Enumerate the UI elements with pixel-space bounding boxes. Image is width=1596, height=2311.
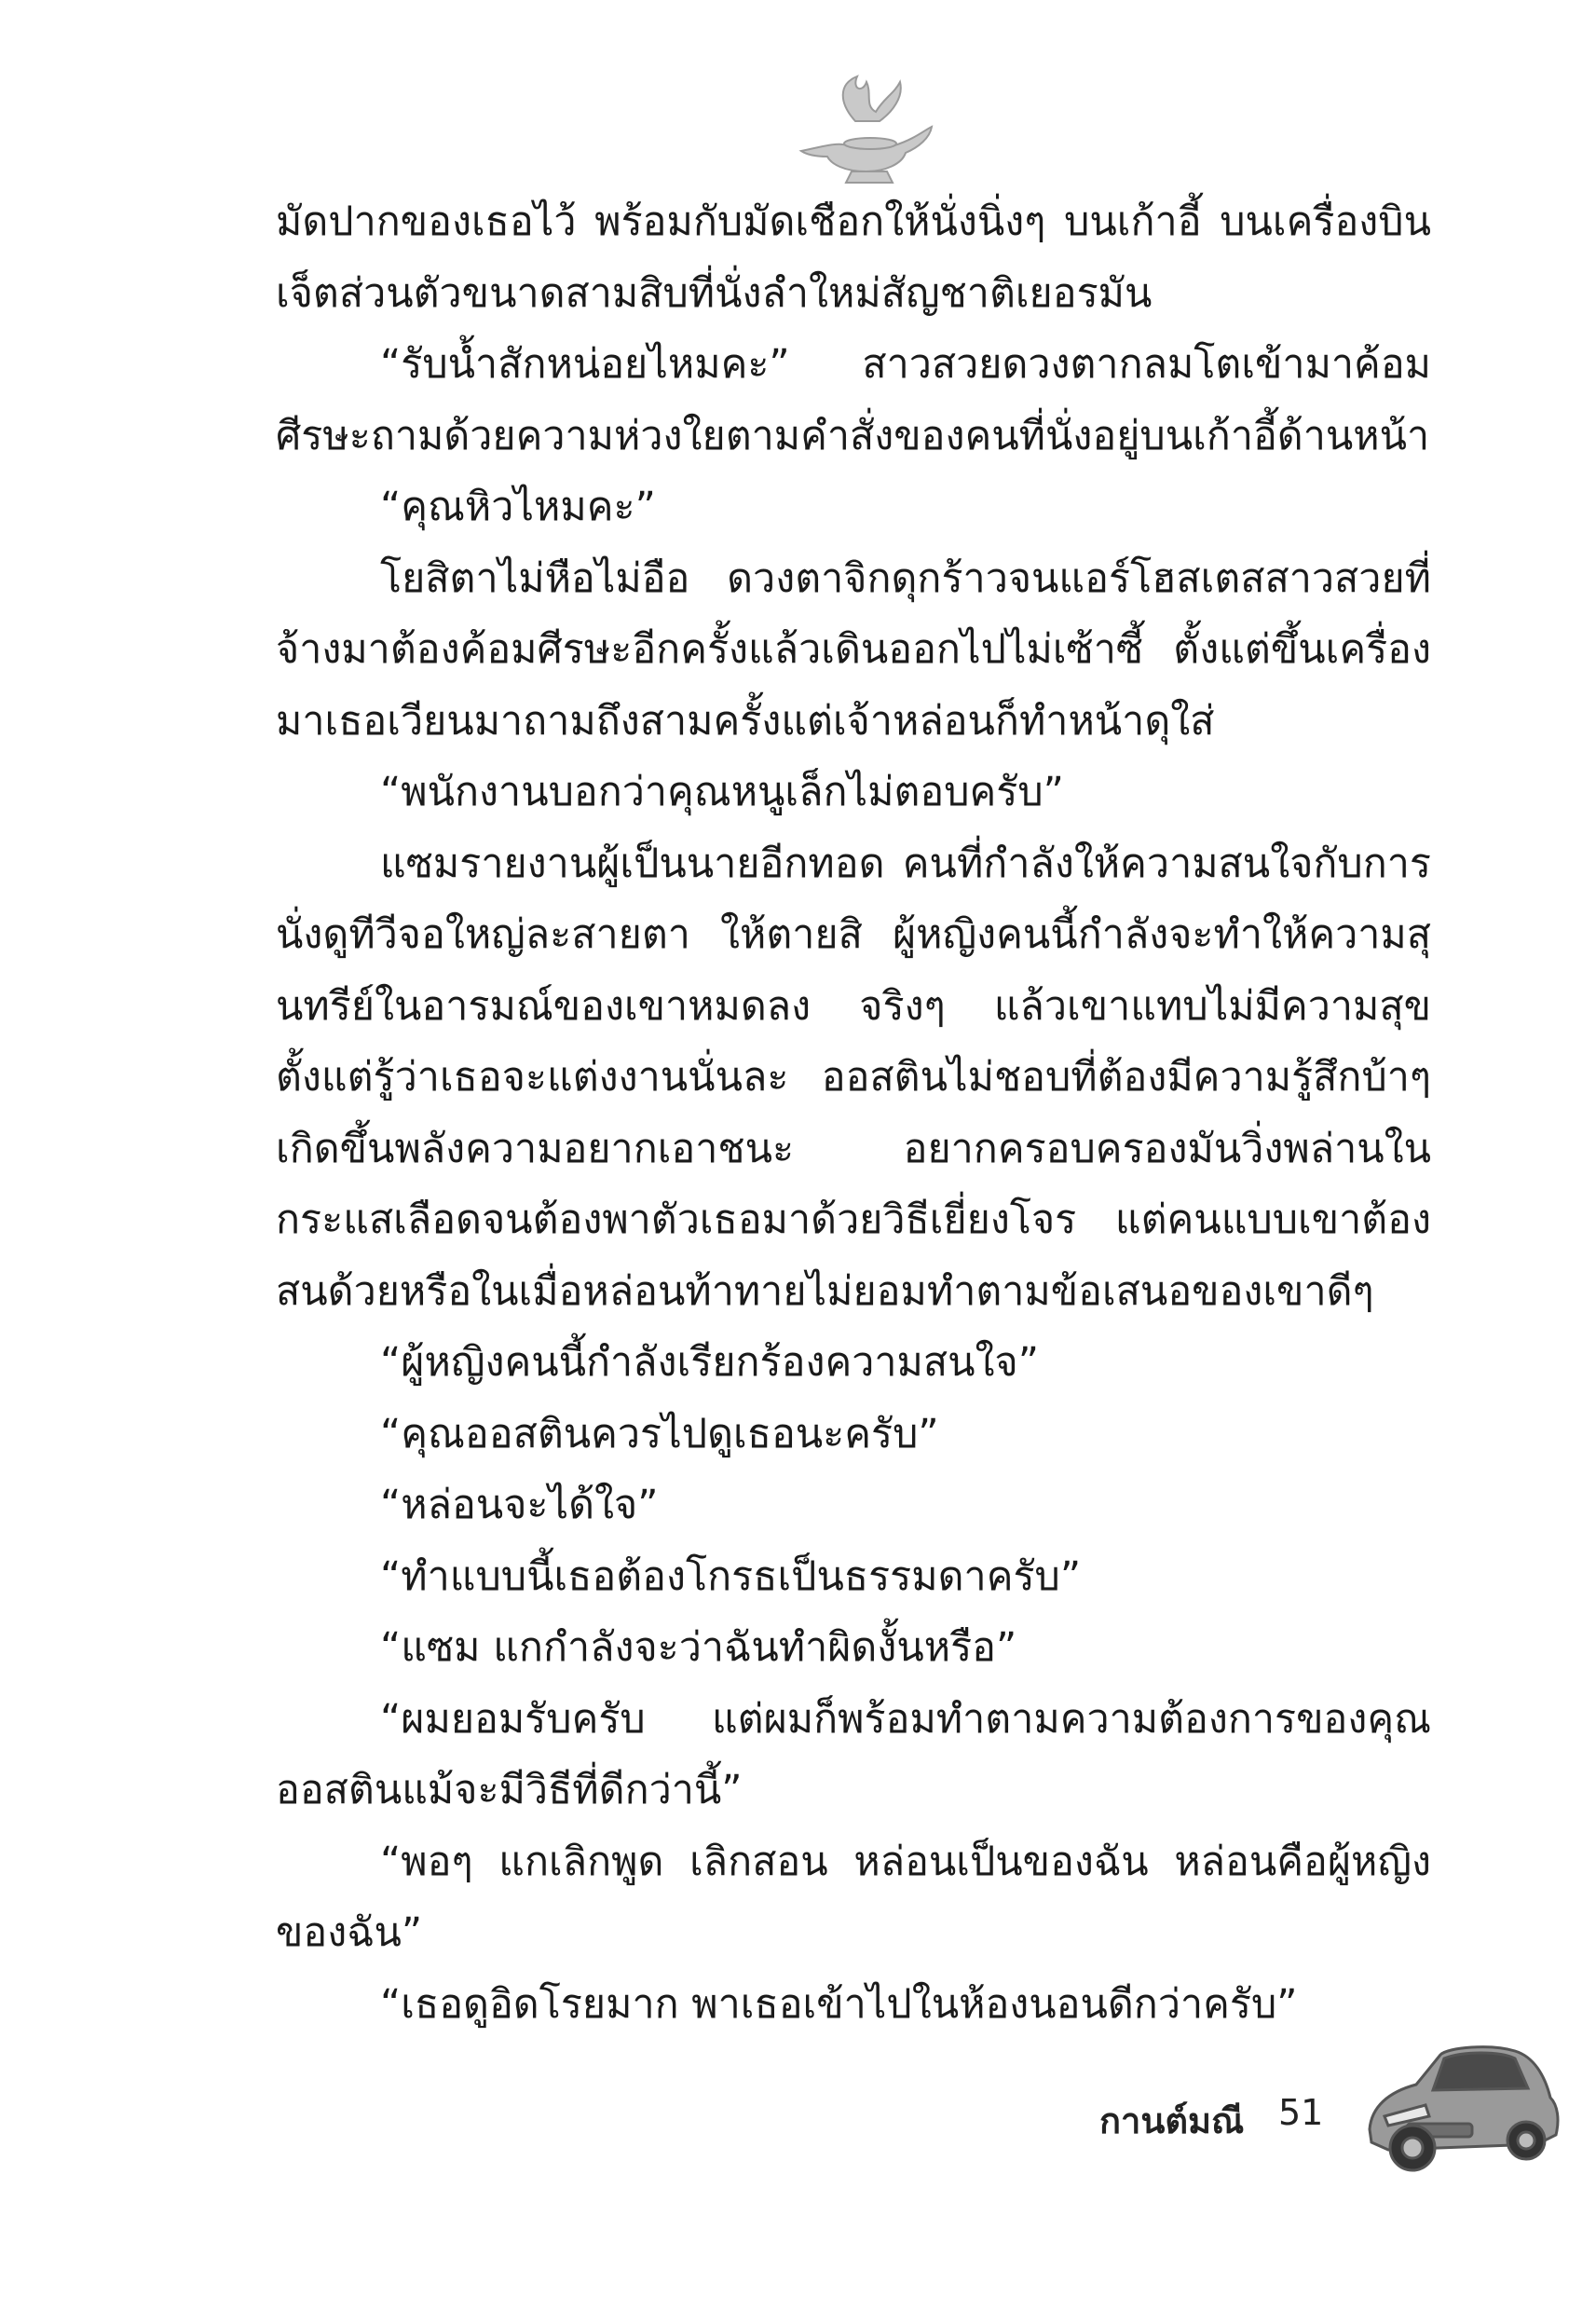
paragraph-14: “เธอดูอิดโรยมาก พาเธอเข้าไปในห้องนอนดีกว่าครับ” xyxy=(380,1980,1298,2028)
paragraph-13: “พอๆ แกเลิกพูด เลิกสอน หล่อนเป็นของฉัน หล่อนคือผู้หญิงของฉัน” xyxy=(276,1838,1431,1956)
magic-lamp-icon xyxy=(783,65,941,196)
page-number: 51 xyxy=(1278,2092,1324,2133)
footer-author: กานต์มณี xyxy=(1099,2100,1245,2141)
paragraph-7: “ผู้หญิงคนนี้กำลังเรียกร้องความสนใจ” xyxy=(380,1339,1039,1386)
car-icon xyxy=(1351,2027,1565,2185)
body-text xyxy=(276,186,1431,2040)
paragraph-4: โยสิตาไม่หือไม่อือ ดวงตาจิกดุกร้าวจนแอร์โฮสเตสสาวสวยที่จ้างมาต้องค้อมศีรษะอีกครั้งแล้วเดินออกไปไม่เซ้าซี้ ตั้งแต่ขึ้นเครื่องมาเธอเวียนมาถามถึงสามครั้งแต่เจ้าหล่อนก็ทำหน้าดุใส่ xyxy=(276,554,1431,745)
paragraph-9: “หล่อนจะได้ใจ” xyxy=(380,1482,659,1528)
paragraph-5: “พนักงานบอกว่าคุณหนูเล็กไม่ตอบครับ” xyxy=(380,769,1064,815)
paragraph-8: “คุณออสตินควรไปดูเธอนะครับ” xyxy=(380,1410,939,1457)
paragraph-3: “คุณหิวไหมคะ” xyxy=(380,484,656,530)
paragraph-2: “รับน้ำสักหน่อยไหมคะ” สาวสวยดวงตากลมโตเข้ามาค้อมศีรษะถามด้วยความห่วงใยตามคำสั่งของคนที่นั่งอยู่บนเก้าอี้ด้านหน้า xyxy=(276,341,1431,459)
paragraph-10: “ทำแบบนี้เธอต้องโกรธเป็นธรรมดาครับ” xyxy=(380,1552,1082,1600)
paragraph-6: แซมรายงานผู้เป็นนายอีกทอด คนที่กำลังให้ความสนใจกับการนั่งดูทีวีจอใหญ่ละสายตา ให้ตายสิ ผู้หญิงคนนี้กำลังจะทำให้ความสุนทรีย์ในอารมณ์ของเขาหมดลง จริงๆ แล้วเขาแทบไม่มีความสุขตั้งแต่รู้ว่าเธอจะแต่งงานนั่นละ ออสตินไม่ชอบที่ต้องมีความรู้สึกบ้าๆ เกิดขึ้นพลังความอยากเอาชนะ อยากครอบครองมันวิ่งพล่านในกระแสเลือดจนต้องพาตัวเธอมาด้วยวิธีเยี่ยงโจร แต่คนแบบเขาต้องสนด้วยหรือในเมื่อหล่อนท้าทายไม่ยอมทำตามข้อเสนอของเขาดีๆ xyxy=(276,840,1431,1315)
paragraph-12: “ผมยอมรับครับ แต่ผมก็พร้อมทำตามความต้องการของคุณออสตินแม้จะมีวิธีที่ดีกว่านี้” xyxy=(276,1695,1431,1813)
paragraph-1: มัดปากของเธอไว้ พร้อมกับมัดเชือกให้นั่งนิ่งๆ บนเก้าอี้ บนเครื่องบินเจ็ตส่วนตัวขนาดสามสิบที่นั่งลำใหม่สัญชาติเยอรมัน xyxy=(276,198,1431,317)
paragraph-11: “แซม แกกำลังจะว่าฉันทำผิดงั้นหรือ” xyxy=(380,1624,1017,1671)
